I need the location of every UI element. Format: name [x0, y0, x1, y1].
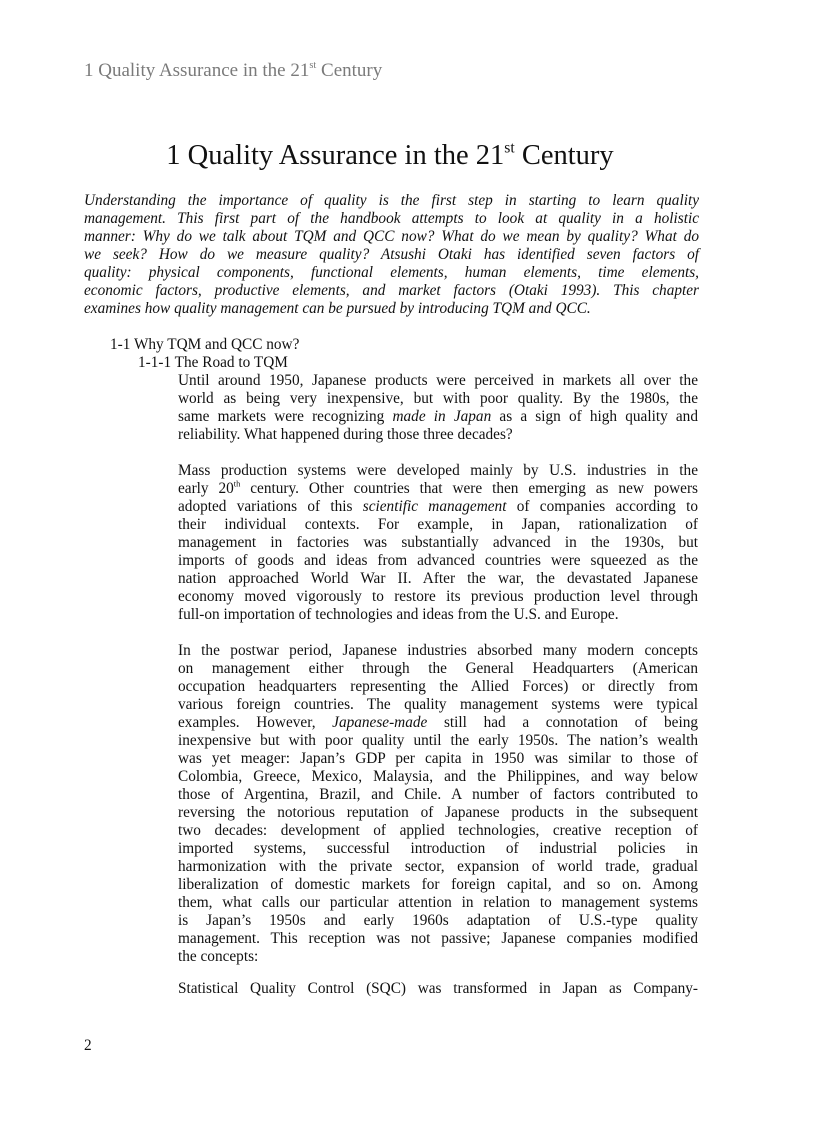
text-line — [178, 480, 698, 498]
text-segment: Understanding the importance of quality is the first step in starting to learn quality — [84, 192, 699, 209]
text-line — [178, 840, 698, 858]
text-segment: quality: physical components, functional elements, human elements, time elements, — [84, 264, 699, 281]
text-segment: is Japan’s 1950s and early 1960s adaptation of U.S.-type quality — [178, 912, 698, 929]
text-line — [178, 642, 698, 660]
text-segment: various foreign countries. The quality management systems were typical — [178, 696, 698, 713]
text-segment: world as being very inexpensive, but with poor quality. By the 1980s, the — [178, 390, 698, 407]
text-line — [84, 192, 699, 210]
text-line — [178, 552, 698, 570]
text-line — [84, 282, 699, 300]
text-line — [178, 858, 698, 876]
chapter-title — [0, 140, 780, 172]
text-line — [178, 498, 698, 516]
text-line — [178, 804, 698, 822]
text-segment: on management either through the General Headquarters (American — [178, 660, 698, 677]
paragraph — [178, 642, 698, 966]
text-segment: century. Other countries that were then emerging as new powers — [240, 480, 698, 497]
text-segment: the concepts: — [178, 948, 259, 965]
paragraph — [178, 462, 698, 624]
text-line — [178, 732, 698, 750]
text-line — [178, 750, 698, 768]
running-header-text: 1 Quality Assurance in the 21 — [84, 60, 310, 81]
text-segment: inexpensive but with poor quality until the early 1950s. The nation’s wealth — [178, 732, 698, 749]
text-segment: management in factories was substantially advanced in the 1930s, but — [178, 534, 698, 551]
paragraph — [178, 372, 698, 444]
text-line — [178, 822, 698, 840]
emphasis: scientific management — [362, 498, 507, 515]
text-line — [178, 588, 698, 606]
text-segment: examples. However, — [178, 714, 333, 731]
text-segment: Mass production systems were developed mainly by U.S. industries in the — [178, 462, 698, 479]
text-segment: nation approached World War II. After the war, the devastated Japanese — [178, 570, 698, 587]
text-segment: reliability. What happened during those three decades? — [178, 426, 513, 443]
chapter-title-sup: st — [504, 139, 515, 157]
emphasis: Japanese-made — [332, 714, 428, 731]
text-line — [178, 516, 698, 534]
text-segment: adopted variations of this — [178, 498, 363, 515]
running-header-sup: st — [309, 60, 317, 72]
text-line — [178, 426, 698, 444]
text-line — [178, 570, 698, 588]
text-line — [178, 876, 698, 894]
text-segment: manner: Why do we talk about TQM and QCC now? What do we mean by quality? What do — [84, 228, 699, 245]
text-line — [178, 930, 698, 948]
chapter-title-text: 1 Quality Assurance in the 21 — [166, 140, 505, 171]
subsection-heading: 1-1-1 The Road to TQM — [138, 354, 288, 371]
text-segment: as a sign of high quality and — [491, 408, 698, 425]
text-segment: them, what calls our particular attention in relation to management systems — [178, 894, 698, 911]
text-line — [178, 948, 698, 966]
text-segment: examines how quality management can be pursued by introducing TQM and QCC. — [84, 300, 591, 317]
text-line — [178, 980, 698, 998]
running-header — [84, 60, 382, 82]
text-segment: their individual contexts. For example, in Japan, rationalization of — [178, 516, 698, 533]
text-segment: management. This reception was not passive; Japanese companies modified — [178, 930, 698, 947]
text-segment: imported systems, successful introduction of industrial policies in — [178, 840, 698, 857]
text-segment: same markets were recognizing — [178, 408, 393, 425]
text-line — [178, 408, 698, 426]
text-segment: harmonization with the private sector, expansion of world trade, gradual — [178, 858, 698, 875]
text-line — [178, 912, 698, 930]
text-line — [178, 768, 698, 786]
text-segment: Colombia, Greece, Mexico, Malaysia, and the Philippines, and way below — [178, 768, 698, 785]
text-line — [178, 786, 698, 804]
page-number: 2 — [84, 1037, 92, 1054]
running-header-tail: Century — [316, 60, 383, 81]
text-segment: imports of goods and ideas from advanced countries were squeezed as the — [178, 552, 698, 569]
text-line — [178, 534, 698, 552]
text-segment: was yet meager: Japan’s GDP per capita in 1950 was similar to those of — [178, 750, 698, 767]
text-segment: In the postwar period, Japanese industries absorbed many modern concepts — [178, 642, 698, 659]
text-line — [84, 300, 699, 318]
text-segment: Statistical Quality Control (SQC) was transformed in Japan as Company- — [178, 980, 698, 997]
text-segment: occupation headquarters representing the Allied Forces) or directly from — [178, 678, 698, 695]
paragraph — [178, 980, 698, 998]
text-segment: liberalization of domestic markets for foreign capital, and so on. Among — [178, 876, 698, 893]
text-line — [178, 372, 698, 390]
text-segment: still had a connotation of being — [427, 714, 698, 731]
text-line — [178, 606, 698, 624]
text-line — [178, 714, 698, 732]
emphasis: made in Japan — [392, 408, 492, 425]
text-line — [178, 660, 698, 678]
text-line — [178, 696, 698, 714]
section-heading: 1-1 Why TQM and QCC now? — [110, 336, 300, 353]
text-line — [84, 210, 699, 228]
text-line — [178, 894, 698, 912]
text-line — [84, 228, 699, 246]
text-segment: those of Argentina, Brazil, and Chile. A number of factors contributed to — [178, 786, 698, 803]
text-segment: early 20 — [178, 480, 234, 497]
chapter-abstract — [84, 192, 699, 318]
text-segment: economy moved vigorously to restore its previous production level through — [178, 588, 698, 605]
text-segment: full-on importation of technologies and ideas from the U.S. and Europe. — [178, 606, 619, 623]
text-line — [178, 462, 698, 480]
text-segment: reversing the notorious reputation of Japanese products in the subsequent — [178, 804, 698, 821]
text-line — [178, 678, 698, 696]
superscript: th — [233, 479, 241, 489]
text-segment: economic factors, productive elements, and market factors (Otaki 1993). This chapter — [84, 282, 699, 299]
text-line — [178, 390, 698, 408]
text-segment: of companies according to — [506, 498, 698, 515]
text-segment: two decades: development of applied technologies, creative reception of — [178, 822, 698, 839]
text-line — [84, 246, 699, 264]
text-segment: we seek? How do we measure quality? Atsushi Otaki has identified seven factors of — [84, 246, 699, 263]
text-segment: Until around 1950, Japanese products were perceived in markets all over the — [178, 372, 698, 389]
text-line — [84, 264, 699, 282]
chapter-title-tail: Century — [514, 140, 614, 171]
text-segment: management. This first part of the handbook attempts to look at quality in a holistic — [84, 210, 699, 227]
